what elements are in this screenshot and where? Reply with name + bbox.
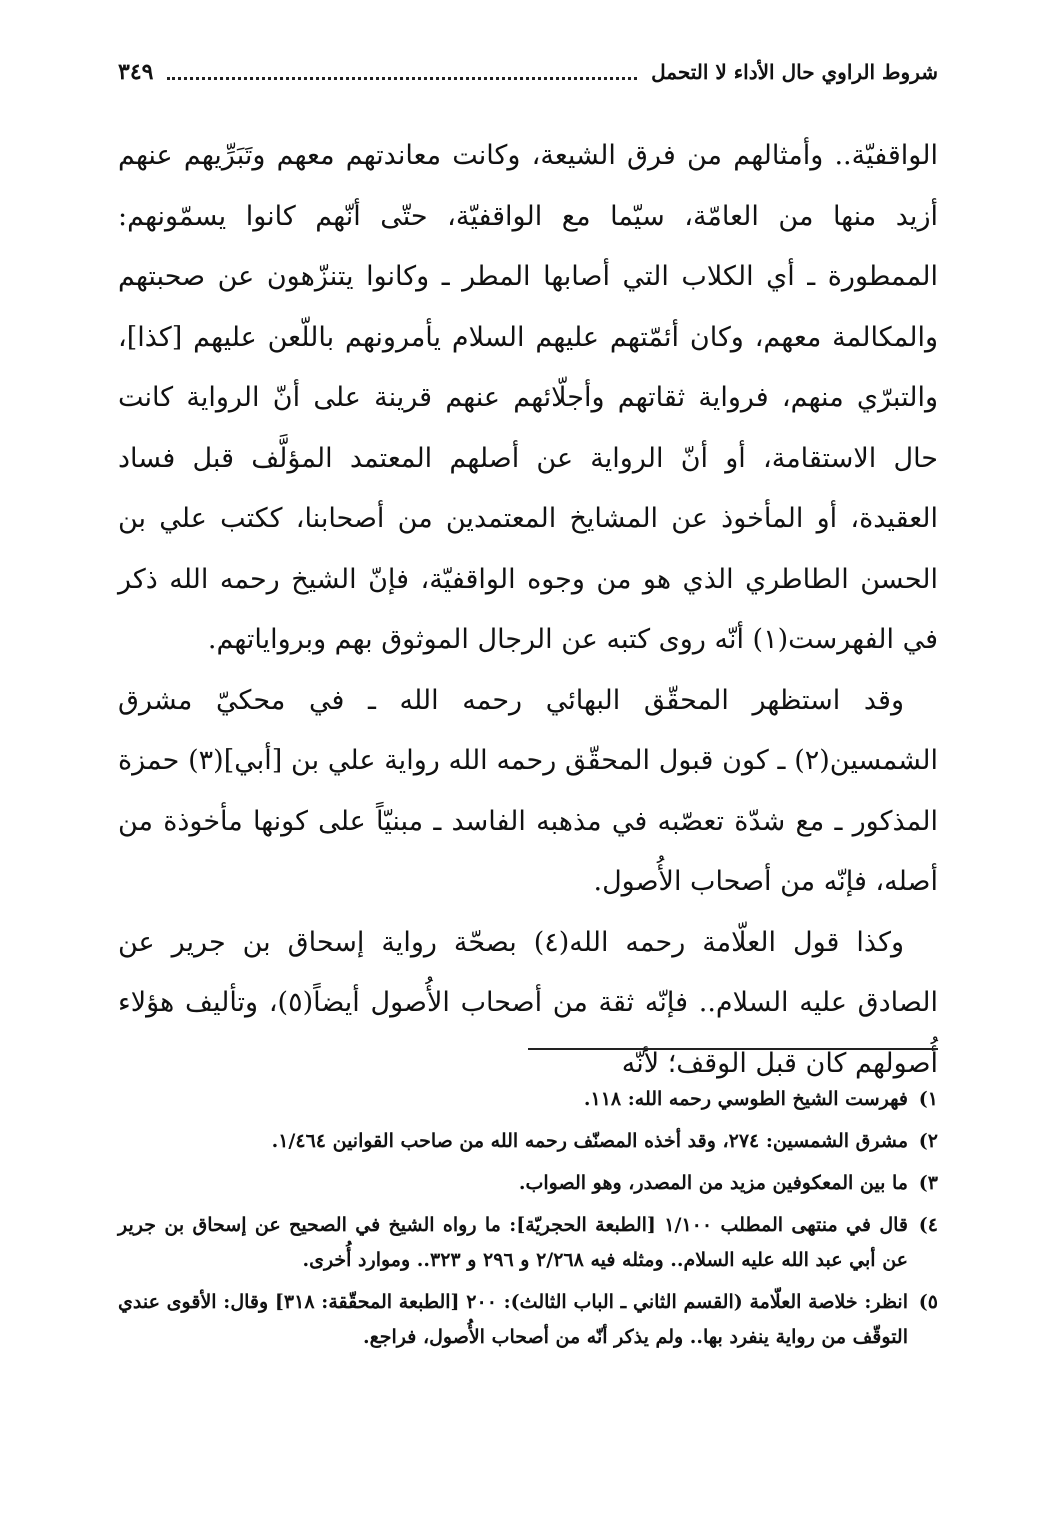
footnote-text: انظر: خلاصة العلّامة (القسم الثاني ـ الباب الثالث): ٢٠٠ [الطبعة المحقّقة: ٣١٨] وقال: الأقوى عندي التوقّف من رواية ينفرد بها.. ولم يذكر أنّه من أصحاب الأُصول، فراجع.: [118, 1291, 908, 1348]
footnote-text: فهرست الشيخ الطوسي رحمه الله: ١١٨.: [583, 1088, 908, 1110]
footnote-number: ٢): [918, 1130, 938, 1152]
header-leader-dots: [167, 77, 637, 80]
footnote-number: ٣): [918, 1172, 938, 1194]
paragraph-3: وكذا قول العلّامة رحمه الله(٤) بصحّة رواية إسحاق بن جرير عن الصادق عليه السلام.. فإنّه ثقة من أصحاب الأُصول أيضاً(٥)، وتأليف هؤلاء أُصولهم كان قبل الوقف؛ لأنّه: [118, 926, 938, 1079]
footnote-4: [118, 1208, 938, 1278]
footnote-number: ١): [918, 1088, 938, 1110]
footnote-2: [118, 1124, 938, 1159]
footnotes: [118, 1082, 938, 1362]
footnote-number: ٥): [918, 1291, 938, 1313]
paragraph-1: الواقفيّة.. وأمثالهم من فرق الشيعة، وكانت معاندتهم معهم وتَبَرِّيهم عنهم أزيد منها من العامّة، سيّما مع الواقفيّة، حتّى أنّهم كانوا يسمّونهم: الممطورة ـ أي الكلاب التي أصابها المطر ـ وكانوا يتنزّهون عن صحبتهم والمكالمة معهم، وكان أئمّتهم عليهم السلام يأمرونهم باللّعن عليهم [كذا]، والتبرّي منهم، فرواية ثقاتهم وأجلّائهم عنهم قرينة على أنّ الرواية كانت حال الاستقامة، أو أنّ الرواية عن أصلهم المعتمد المؤلَّف قبل فساد العقيدة، أو المأخوذ عن المشايخ المعتمدين من أصحابنا، ككتب علي بن الحسن الطاطري الذي هو من وجوه الواقفيّة، فإنّ الشيخ رحمه الله ذكر في الفهرست(١) أنّه روى كتبه عن الرجال الموثوق بهم وبرواياتهم.: [118, 140, 938, 655]
footnote-text: قال في منتهى المطلب ١/١٠٠ [الطبعة الحجريّة]: ما رواه الشيخ في الصحيح عن إسحاق بن جرير عن أبي عبد الله عليه السلام.. ومثله فيه ٢/٢٦٨ و ٢٩٦ و ٣٢٣.. وموارد أُخرى.: [118, 1214, 908, 1271]
page-number: ٣٤٩: [118, 59, 154, 85]
running-header: [118, 52, 938, 92]
footnote-5: [118, 1285, 938, 1355]
footnote-separator: [528, 1048, 938, 1050]
paragraph-2: وقد استظهر المحقّق البهائي رحمه الله ـ في محكيّ مشرق الشمسين(٢) ـ كون قبول المحقّق رحمه الله رواية علي بن [أبي](٣) حمزة المذكور ـ مع شدّة تعصّبه في مذهبه الفاسد ـ مبنيّاً على كونها مأخوذة من أصله، فإنّه من أصحاب الأُصول.: [118, 684, 938, 897]
footnote-number: ٤): [918, 1214, 938, 1236]
footnote-1: [118, 1082, 938, 1117]
footnote-3: [118, 1166, 938, 1201]
footnote-text: ما بين المعكوفين مزيد من المصدر، وهو الصواب.: [518, 1172, 908, 1194]
main-text: [118, 126, 938, 1094]
running-title: شروط الراوي حال الأداء لا التحمل: [651, 60, 938, 84]
footnote-text: مشرق الشمسين: ٢٧٤، وقد أخذه المصنّف رحمه الله من صاحب القوانين ١/٤٦٤.: [271, 1130, 908, 1152]
